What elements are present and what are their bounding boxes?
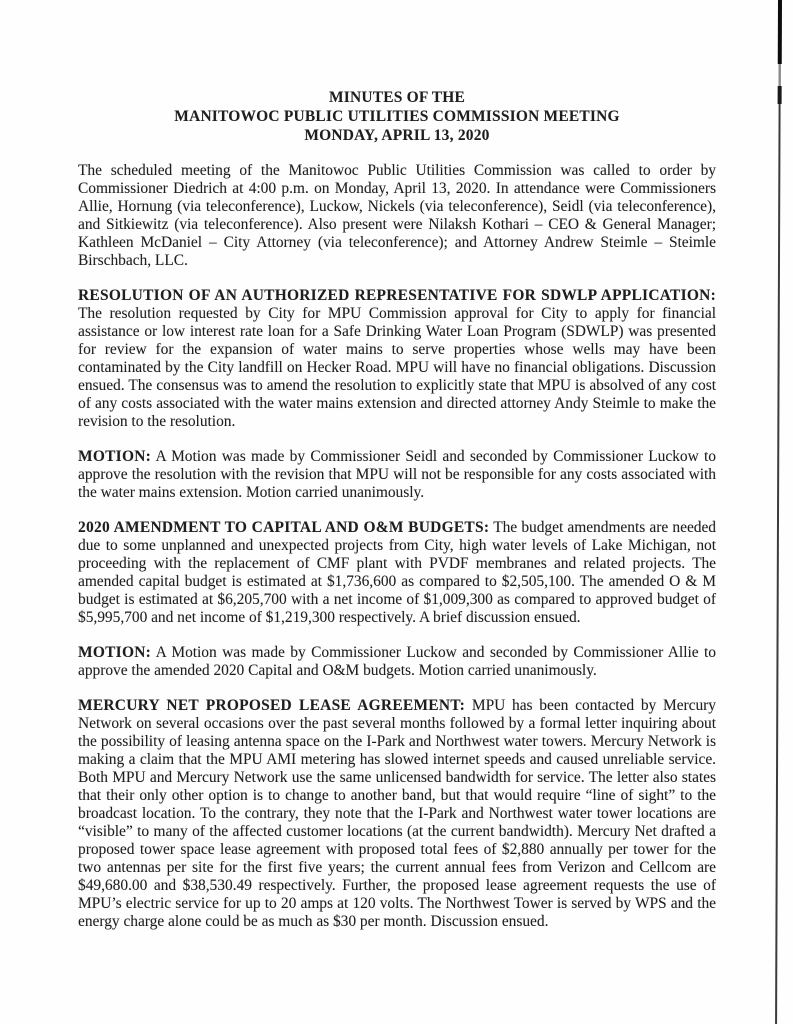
- document-title: [78, 88, 716, 145]
- section-heading: 2020 AMENDMENT TO CAPITAL AND O&M BUDGETS:: [78, 519, 490, 536]
- mercury-net-paragraph: [78, 697, 716, 931]
- motion-sdwlp-paragraph: [78, 448, 716, 502]
- title-line-1: MINUTES OF THE: [328, 89, 466, 106]
- paragraph-text: A Motion was made by Commissioner Luckow and seconded by Commissioner Allie to approve the amended 2020 Capital and O&M budgets. Motion carried unanimously.: [78, 644, 716, 679]
- scan-artifact-line-top: [778, 0, 782, 64]
- section-heading: RESOLUTION OF AN AUTHORIZED REPRESENTATIVE FOR SDWLP APPLICATION:: [78, 287, 716, 304]
- title-line-2: MANITOWOC PUBLIC UTILITIES COMMISSION MEETING: [174, 108, 620, 125]
- section-heading: MOTION:: [78, 644, 152, 661]
- budget-amendment-paragraph: [78, 519, 716, 627]
- paragraph-text: A Motion was made by Commissioner Seidl and seconded by Commissioner Luckow to approve the resolution with the revision that MPU will not be responsible for any costs associated with the water mains extension. Motion carried unanimously.: [78, 448, 716, 501]
- document-content: [78, 88, 716, 931]
- scan-artifact-line-mid: [779, 64, 781, 86]
- title-line-3: MONDAY, APRIL 13, 2020: [304, 127, 490, 144]
- paragraph-text: The resolution requested by City for MPU Commission approval for City to apply for financial assistance or low interest rate loan for a Safe Drinking Water Loan Program (SDWLP) was presented for review for the expansion of water mains to serve properties whose wells may have been contaminated by the City landfill on Hecker Road. MPU will have no financial obligations. Discussion ensued. The consensus was to amend the resolution to explicitly state that MPU is absolved of any cost of any costs associated with the water mains extension and directed attorney Andy Steimle to make the revision to the resolution.: [78, 305, 716, 430]
- section-heading: MERCURY NET PROPOSED LEASE AGREEMENT:: [78, 697, 466, 714]
- section-heading: MOTION:: [78, 448, 152, 465]
- scan-artifact-line: [775, 0, 781, 1024]
- paragraph-text: MPU has been contacted by Mercury Network on several occasions over the past several months followed by a formal letter inquiring about the possibility of leasing antenna space on the I-Park and Northwest water towers. Mercury Network is making a claim that the MPU AMI metering has slowed internet speeds and caused unreliable service. Both MPU and Mercury Network use the same unlicensed bandwidth for service. The letter also states that their only other option is to change to another band, but that would require “line of sight” to the broadcast location. To the contrary, they note that the I-Park and Northwest water tower locations are “visible” to many of the affected customer locations (at the current bandwidth). Mercury Net drafted a proposed tower space lease agreement with proposed total fees of $2,880 annually per tower for the two antennas per site for the first five years; the current annual fees from Verizon and Cellcom are $49,680.00 and $38,530.49 respectively. Further, the proposed lease agreement requests the use of MPU’s electric service for up to 20 amps at 120 volts. The Northwest Tower is served by WPS and the energy charge alone could be as much as $30 per month. Discussion ensued.: [78, 697, 716, 930]
- resolution-sdwlp-paragraph: [78, 287, 716, 431]
- motion-budget-paragraph: [78, 644, 716, 680]
- opening-paragraph: [78, 162, 716, 270]
- paragraph-text: The scheduled meeting of the Manitowoc Public Utilities Commission was called to order by Commissioner Diedrich at 4:00 p.m. on Monday, April 13, 2020. In attendance were Commissioners Allie, Hornung (via teleconference), Luckow, Nickels (via teleconference), Seidl (via teleconference), and Sitkiewitz (via teleconference). Also present were Nilaksh Kothari – CEO & General Manager; Kathleen McDaniel – City Attorney (via teleconference); and Attorney Andrew Steimle – Steimle Birschbach, LLC.: [78, 162, 716, 269]
- scan-artifact-line-blob: [778, 86, 782, 104]
- paragraph-text: The budget amendments are needed due to some unplanned and unexpected projects from City, high water levels of Lake Michigan, not proceeding with the replacement of CMF plant with PVDF membranes and related projects. The amended capital budget is estimated at $1,736,600 as compared to $2,505,100. The amended O & M budget is estimated at $6,205,700 with a net income of $1,009,300 as compared to approved budget of $5,995,700 and net income of $1,219,300 respectively. A brief discussion ensued.: [78, 519, 716, 626]
